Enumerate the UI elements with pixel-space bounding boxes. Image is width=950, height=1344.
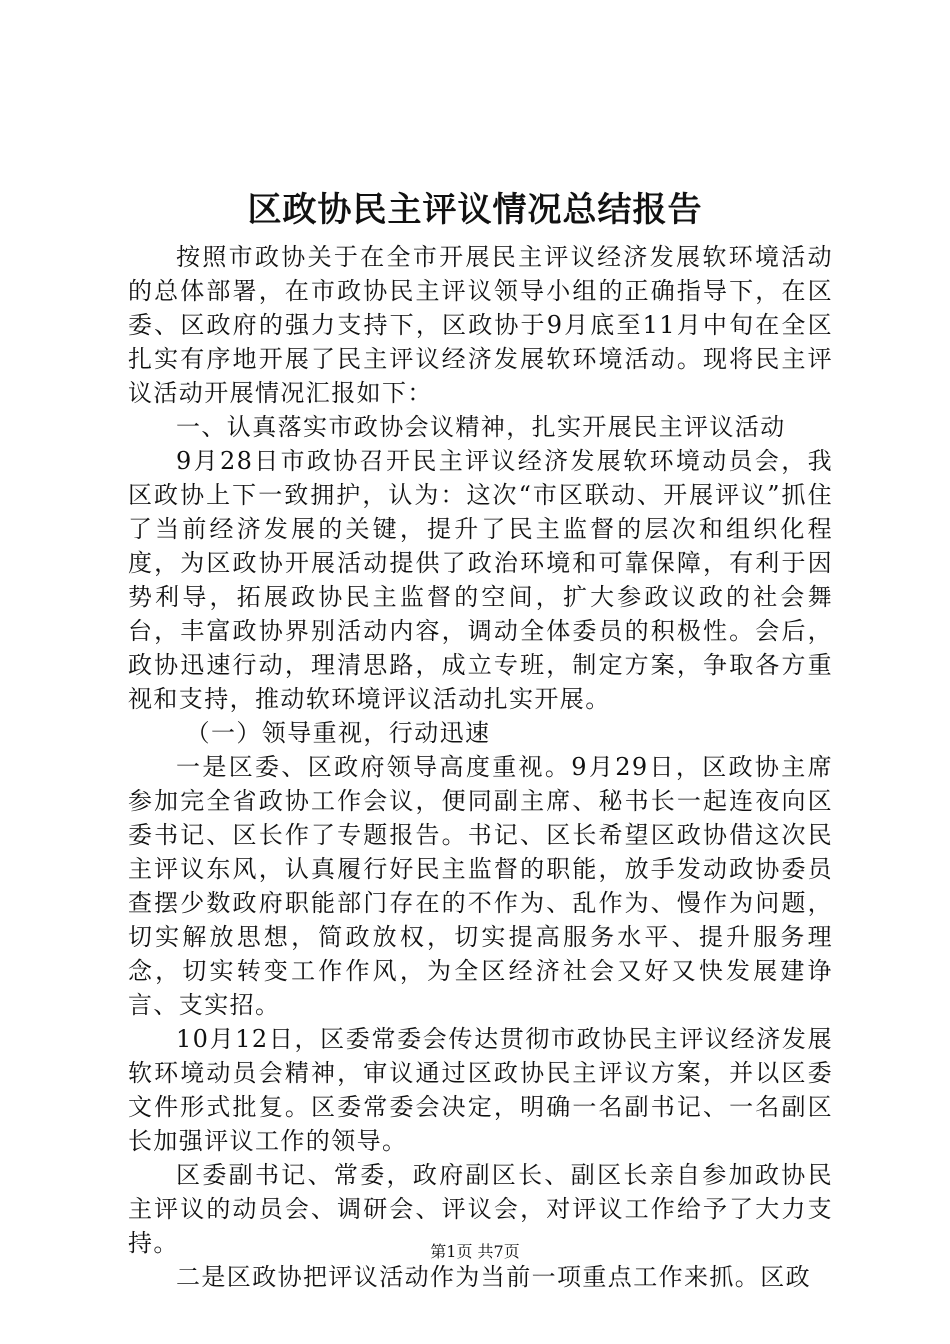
page-footer: 第1页 共7页 — [430, 1242, 520, 1261]
body-paragraph: 9月28日市政协召开民主评议经济发展软环境动员会，我区政协上下一致拥护，认为：这次“市区联动、开展评议”抓住了当前经济发展的关键，提升了民主监督的层次和组织化程度，为区政协开展活动提供了政治环境和可靠保障，有利于因势利导，拓展政协民主监督的空间，扩大参政议政的社会舞台，丰富政协界别活动内容，调动全体委员的积极性。会后，政协迅速行动，理清思路，成立专班，制定方案，争取各方重视和支持，推动软环境评议活动扎实开展。 — [128, 447, 833, 713]
intro-paragraph: 按照市政协关于在全市开展民主评议经济发展软环境活动的总体部署，在市政协民主评议领导小组的正确指导下，在区委、区政府的强力支持下，区政协于9月底至11月中旬在全区扎实有序地开展了民主评议经济发展软环境活动。现将民主评议活动开展情况汇报如下： — [128, 243, 833, 407]
body-paragraph: 二是区政协把评议活动作为当前一项重点工作来抓。区政 — [176, 1263, 811, 1291]
subsection-heading: （一）领导重视，行动迅速 — [185, 719, 491, 747]
body-paragraph: 10月12日，区委常委会传达贯彻市政协民主评议经济发展软环境动员会精神，审议通过区政协民主评议方案，并以区委文件形式批复。区委常委会决定，明确一名副书记、一名副区长加强评议工作的领导。 — [128, 1025, 833, 1155]
body-paragraph: 一是区委、区政府领导高度重视。9月29日，区政协主席参加完全省政协工作会议，便同副主席、秘书长一起连夜向区委书记、区长作了专题报告。书记、区长希望区政协借这次民主评议东风，认真履行好民主监督的职能，放手发动政协委员查摆少数政府职能部门存在的不作为、乱作为、慢作为问题，切实解放思想，简政放权，切实提高服务水平、提升服务理念，切实转变工作作风，为全区经济社会又好又快发展建诤言、支实招。 — [128, 753, 833, 1019]
section-heading: 一、认真落实市政协会议精神，扎实开展民主评议活动 — [176, 413, 786, 441]
body-paragraph: 区委副书记、常委，政府副区长、副区长亲自参加政协民主评议的动员会、调研会、评议会，对评议工作给予了大力支持。 — [128, 1161, 833, 1257]
document-body — [128, 240, 833, 1294]
document-title: 区政协民主评议情况总结报告 — [247, 190, 703, 230]
